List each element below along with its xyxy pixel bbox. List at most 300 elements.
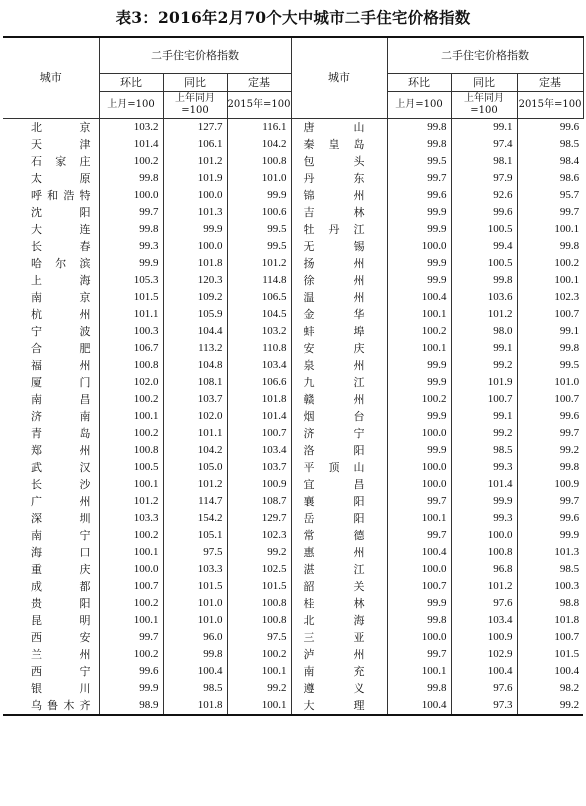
fixed-base-value: 103.7 xyxy=(227,459,291,476)
fixed-base-value: 99.2 xyxy=(517,442,583,459)
table-row xyxy=(3,306,583,323)
table-row xyxy=(3,357,583,374)
yoy-value: 103.6 xyxy=(451,289,517,306)
mom-value: 100.5 xyxy=(99,459,163,476)
mom-value: 100.0 xyxy=(387,629,451,646)
yoy-value: 99.2 xyxy=(451,357,517,374)
table-body xyxy=(3,118,583,715)
yoy-value: 103.3 xyxy=(163,561,227,578)
city-name: 重庆 xyxy=(31,562,91,576)
city-name: 南宁 xyxy=(31,528,91,542)
yoy-value: 104.4 xyxy=(163,323,227,340)
city-name: 烟台 xyxy=(291,408,387,425)
mom-value: 100.1 xyxy=(99,408,163,425)
mom-value: 100.1 xyxy=(387,306,451,323)
city-name: 上海 xyxy=(31,273,91,287)
mom-value: 100.2 xyxy=(387,391,451,408)
city-name: 蚌埠 xyxy=(291,323,387,340)
yoy-value: 100.9 xyxy=(451,629,517,646)
mom-value: 99.6 xyxy=(387,187,451,204)
table-row xyxy=(3,493,583,510)
yoy-value: 101.2 xyxy=(451,306,517,323)
yoy-value: 102.0 xyxy=(163,408,227,425)
fixed-base-value: 100.4 xyxy=(517,663,583,680)
yoy-value: 99.4 xyxy=(451,238,517,255)
fixed-base-value: 98.5 xyxy=(517,136,583,153)
table-row xyxy=(3,340,583,357)
fixed-base-value: 101.8 xyxy=(227,391,291,408)
yoy-value: 99.2 xyxy=(451,425,517,442)
mom-value: 100.1 xyxy=(387,663,451,680)
fixed-base-value: 103.4 xyxy=(227,357,291,374)
city-name: 沈阳 xyxy=(31,205,91,219)
table-row xyxy=(3,527,583,544)
fixed-base-value: 100.7 xyxy=(517,629,583,646)
mom-value: 100.4 xyxy=(387,697,451,715)
fixed-base-label: 2015年=100 xyxy=(227,91,291,118)
city-name: 郑州 xyxy=(31,443,91,457)
fixed-base-value: 99.1 xyxy=(517,323,583,340)
yoy-value: 100.5 xyxy=(451,221,517,238)
fixed-base-value: 101.2 xyxy=(227,255,291,272)
table-row xyxy=(3,442,583,459)
city-name: 银川 xyxy=(31,681,91,695)
yoy-value: 99.8 xyxy=(451,272,517,289)
city-name: 长沙 xyxy=(31,477,91,491)
yoy-value: 106.1 xyxy=(163,136,227,153)
mom-value: 103.2 xyxy=(99,118,163,136)
yoy-value: 105.1 xyxy=(163,527,227,544)
fixed-base-value: 101.4 xyxy=(227,408,291,425)
fixed-base-value: 99.2 xyxy=(517,697,583,715)
city-name: 三亚 xyxy=(291,629,387,646)
city-name: 大连 xyxy=(31,222,91,236)
yoy-value: 100.4 xyxy=(163,663,227,680)
table-row xyxy=(3,510,583,527)
yoy-value: 104.8 xyxy=(163,357,227,374)
mom-value: 99.7 xyxy=(387,493,451,510)
yoy-value: 101.8 xyxy=(163,697,227,715)
mom-value: 99.9 xyxy=(387,595,451,612)
yoy-value: 101.4 xyxy=(451,476,517,493)
yoy-value: 97.4 xyxy=(451,136,517,153)
mom-value: 101.1 xyxy=(99,306,163,323)
yoy-value: 99.9 xyxy=(163,221,227,238)
yoy-base-label: 上年同月=100 xyxy=(451,91,517,118)
yoy-value: 154.2 xyxy=(163,510,227,527)
yoy-value: 98.0 xyxy=(451,323,517,340)
mom-value: 100.2 xyxy=(99,153,163,170)
index-group-header: 二手住宅价格指数 xyxy=(387,37,583,73)
mom-value: 100.4 xyxy=(387,544,451,561)
fixed-base-value: 103.2 xyxy=(227,323,291,340)
mom-value: 99.8 xyxy=(387,118,451,136)
table-row xyxy=(3,204,583,221)
yoy-value: 100.0 xyxy=(163,238,227,255)
mom-value: 99.9 xyxy=(387,408,451,425)
fixed-base-value: 98.4 xyxy=(517,153,583,170)
fixed-base-value: 101.5 xyxy=(227,578,291,595)
yoy-value: 100.8 xyxy=(451,544,517,561)
city-name: 湛江 xyxy=(291,561,387,578)
fixed-base-value: 100.7 xyxy=(517,306,583,323)
fixed-base-value: 101.8 xyxy=(517,612,583,629)
yoy-value: 101.9 xyxy=(163,170,227,187)
mom-value: 99.9 xyxy=(387,272,451,289)
fixed-base-value: 95.7 xyxy=(517,187,583,204)
fixed-base-value: 99.6 xyxy=(517,510,583,527)
city-name: 贵阳 xyxy=(31,596,91,610)
fixed-base-value: 100.9 xyxy=(517,476,583,493)
fixed-base-value: 100.8 xyxy=(227,595,291,612)
mom-value: 99.8 xyxy=(99,221,163,238)
mom-value: 101.2 xyxy=(99,493,163,510)
fixed-base-value: 99.6 xyxy=(517,118,583,136)
fixed-base-value: 98.6 xyxy=(517,170,583,187)
table-row xyxy=(3,425,583,442)
yoy-value: 101.0 xyxy=(163,595,227,612)
table-row xyxy=(3,136,583,153)
mom-header: 环比 xyxy=(387,73,451,91)
city-name: 韶关 xyxy=(291,578,387,595)
city-name: 平顶山 xyxy=(291,459,387,476)
fixed-base-value: 100.9 xyxy=(227,476,291,493)
yoy-value: 99.1 xyxy=(451,340,517,357)
mom-header: 环比 xyxy=(99,73,163,91)
fixed-base-value: 106.5 xyxy=(227,289,291,306)
city-name: 武汉 xyxy=(31,460,91,474)
mom-value: 100.1 xyxy=(99,544,163,561)
city-name: 广州 xyxy=(31,494,91,508)
fixed-base-value: 99.5 xyxy=(227,238,291,255)
mom-value: 99.5 xyxy=(387,153,451,170)
yoy-header: 同比 xyxy=(451,73,517,91)
mom-value: 100.2 xyxy=(387,323,451,340)
city-name: 金华 xyxy=(291,306,387,323)
city-name: 大理 xyxy=(291,697,387,715)
mom-value: 100.8 xyxy=(99,357,163,374)
fixed-base-value: 98.2 xyxy=(517,680,583,697)
yoy-value: 101.2 xyxy=(163,153,227,170)
fixed-base-value: 99.8 xyxy=(517,340,583,357)
city-name: 北京 xyxy=(31,120,91,134)
fixed-base-value: 100.7 xyxy=(227,425,291,442)
yoy-value: 105.0 xyxy=(163,459,227,476)
mom-value: 99.8 xyxy=(99,170,163,187)
mom-value: 100.0 xyxy=(99,561,163,578)
yoy-value: 97.3 xyxy=(451,697,517,715)
city-name: 成都 xyxy=(31,579,91,593)
mom-value: 100.0 xyxy=(387,425,451,442)
fixed-base-value: 100.1 xyxy=(517,272,583,289)
fixed-base-value: 100.3 xyxy=(517,578,583,595)
fixed-base-value: 98.5 xyxy=(517,561,583,578)
city-name: 西安 xyxy=(31,630,91,644)
fixed-base-value: 102.3 xyxy=(517,289,583,306)
fixed-base-value: 99.8 xyxy=(517,238,583,255)
mom-base-label: 上月=100 xyxy=(99,91,163,118)
table-row xyxy=(3,459,583,476)
mom-value: 99.8 xyxy=(387,680,451,697)
city-name: 唐山 xyxy=(291,118,387,136)
fixed-base-value: 129.7 xyxy=(227,510,291,527)
city-name: 丹东 xyxy=(291,170,387,187)
yoy-value: 101.9 xyxy=(451,374,517,391)
mom-value: 99.3 xyxy=(99,238,163,255)
yoy-value: 99.3 xyxy=(451,459,517,476)
yoy-value: 101.8 xyxy=(163,255,227,272)
city-name: 南充 xyxy=(291,663,387,680)
yoy-value: 102.9 xyxy=(451,646,517,663)
fixed-base-value: 99.2 xyxy=(227,544,291,561)
yoy-value: 99.1 xyxy=(451,408,517,425)
mom-value: 100.0 xyxy=(387,459,451,476)
yoy-value: 127.7 xyxy=(163,118,227,136)
yoy-value: 101.2 xyxy=(163,476,227,493)
city-name: 福州 xyxy=(31,358,91,372)
yoy-value: 96.0 xyxy=(163,629,227,646)
fixed-base-value: 99.2 xyxy=(227,680,291,697)
fixed-base-value: 99.7 xyxy=(517,204,583,221)
yoy-value: 109.2 xyxy=(163,289,227,306)
yoy-value: 101.0 xyxy=(163,612,227,629)
mom-value: 99.9 xyxy=(387,442,451,459)
yoy-value: 100.0 xyxy=(163,187,227,204)
city-name: 乌鲁木齐 xyxy=(3,697,99,715)
mom-value: 99.8 xyxy=(387,136,451,153)
fixed-base-value: 104.2 xyxy=(227,136,291,153)
mom-value: 99.9 xyxy=(387,255,451,272)
mom-value: 106.7 xyxy=(99,340,163,357)
city-name: 南昌 xyxy=(31,392,91,406)
yoy-value: 113.2 xyxy=(163,340,227,357)
city-name: 合肥 xyxy=(31,341,91,355)
table-row xyxy=(3,118,583,136)
mom-value: 98.9 xyxy=(99,697,163,715)
table-row xyxy=(3,629,583,646)
yoy-header: 同比 xyxy=(163,73,227,91)
mom-value: 100.2 xyxy=(99,391,163,408)
city-name: 宁波 xyxy=(31,324,91,338)
mom-value: 100.0 xyxy=(387,238,451,255)
table-row xyxy=(3,391,583,408)
table-title: 表3：2016年2月70个大中城市二手住宅价格指数 xyxy=(115,8,471,27)
index-group-header: 二手住宅价格指数 xyxy=(99,37,291,73)
table-row xyxy=(3,476,583,493)
table-row xyxy=(3,612,583,629)
city-name: 无锡 xyxy=(291,238,387,255)
table-row xyxy=(3,170,583,187)
city-name: 济南 xyxy=(31,409,91,423)
table-row xyxy=(3,238,583,255)
fixed-base-value: 100.1 xyxy=(227,697,291,715)
city-name: 洛阳 xyxy=(291,442,387,459)
city-name: 泉州 xyxy=(291,357,387,374)
mom-value: 100.7 xyxy=(99,578,163,595)
city-column-header: 城市 xyxy=(291,37,387,118)
city-name: 昆明 xyxy=(31,613,91,627)
mom-value: 100.7 xyxy=(387,578,451,595)
mom-value: 102.0 xyxy=(99,374,163,391)
table-row xyxy=(3,374,583,391)
city-name: 温州 xyxy=(291,289,387,306)
yoy-value: 92.6 xyxy=(451,187,517,204)
city-name: 徐州 xyxy=(291,272,387,289)
fixed-base-value: 100.2 xyxy=(517,255,583,272)
fixed-base-label: 2015年=100 xyxy=(517,91,583,118)
mom-value: 100.3 xyxy=(99,323,163,340)
table-row xyxy=(3,408,583,425)
city-name: 赣州 xyxy=(291,391,387,408)
mom-value: 103.3 xyxy=(99,510,163,527)
yoy-value: 100.5 xyxy=(451,255,517,272)
mom-value: 100.1 xyxy=(387,340,451,357)
table-row xyxy=(3,544,583,561)
city-name: 太原 xyxy=(31,171,91,185)
table-row xyxy=(3,272,583,289)
city-name: 扬州 xyxy=(291,255,387,272)
table-row xyxy=(3,323,583,340)
city-name: 惠州 xyxy=(291,544,387,561)
city-name: 桂林 xyxy=(291,595,387,612)
yoy-value: 103.7 xyxy=(163,391,227,408)
mom-value: 99.9 xyxy=(387,204,451,221)
mom-value: 99.7 xyxy=(387,170,451,187)
table-row xyxy=(3,663,583,680)
city-name: 岳阳 xyxy=(291,510,387,527)
fixed-base-value: 100.6 xyxy=(227,204,291,221)
yoy-value: 101.2 xyxy=(451,578,517,595)
fixed-base-value: 99.6 xyxy=(517,408,583,425)
mom-value: 100.0 xyxy=(387,561,451,578)
price-index-table xyxy=(3,36,584,716)
yoy-value: 98.5 xyxy=(163,680,227,697)
mom-value: 100.2 xyxy=(99,425,163,442)
mom-value: 100.0 xyxy=(387,476,451,493)
fixed-base-value: 99.8 xyxy=(517,459,583,476)
fixed-base-value: 101.0 xyxy=(517,374,583,391)
yoy-value: 104.2 xyxy=(163,442,227,459)
city-name: 襄阳 xyxy=(291,493,387,510)
mom-value: 101.5 xyxy=(99,289,163,306)
mom-value: 101.4 xyxy=(99,136,163,153)
yoy-value: 99.9 xyxy=(451,493,517,510)
yoy-value: 101.5 xyxy=(163,578,227,595)
mom-value: 100.1 xyxy=(99,612,163,629)
fixed-base-value: 101.3 xyxy=(517,544,583,561)
mom-value: 100.4 xyxy=(387,289,451,306)
city-name: 泸州 xyxy=(291,646,387,663)
mom-value: 100.2 xyxy=(99,527,163,544)
fixed-base-value: 101.5 xyxy=(517,646,583,663)
yoy-value: 97.6 xyxy=(451,680,517,697)
mom-value: 100.1 xyxy=(99,476,163,493)
yoy-value: 99.3 xyxy=(451,510,517,527)
fixed-base-value: 100.2 xyxy=(227,646,291,663)
fixed-base-value: 99.5 xyxy=(227,221,291,238)
table-row xyxy=(3,646,583,663)
city-name: 吉林 xyxy=(291,204,387,221)
city-name: 九江 xyxy=(291,374,387,391)
fixed-base-value: 102.5 xyxy=(227,561,291,578)
fixed-base-value: 100.7 xyxy=(517,391,583,408)
yoy-value: 98.1 xyxy=(451,153,517,170)
fixed-base-value: 98.8 xyxy=(517,595,583,612)
yoy-value: 100.0 xyxy=(451,527,517,544)
fixed-base-value: 99.7 xyxy=(517,493,583,510)
fixed-base-value: 108.7 xyxy=(227,493,291,510)
yoy-value: 101.3 xyxy=(163,204,227,221)
fixed-base-value: 99.9 xyxy=(517,527,583,544)
fixed-base-header: 定基 xyxy=(227,73,291,91)
mom-base-label: 上月=100 xyxy=(387,91,451,118)
city-name: 常德 xyxy=(291,527,387,544)
city-name: 牡丹江 xyxy=(291,221,387,238)
fixed-base-value: 110.8 xyxy=(227,340,291,357)
mom-value: 99.9 xyxy=(387,221,451,238)
city-name: 秦皇岛 xyxy=(291,136,387,153)
city-name: 深圳 xyxy=(31,511,91,525)
fixed-base-value: 100.1 xyxy=(517,221,583,238)
table-row xyxy=(3,153,583,170)
mom-value: 99.9 xyxy=(387,357,451,374)
fixed-base-value: 99.7 xyxy=(517,425,583,442)
mom-value: 99.9 xyxy=(387,374,451,391)
yoy-value: 100.7 xyxy=(451,391,517,408)
fixed-base-value: 99.9 xyxy=(227,187,291,204)
mom-value: 105.3 xyxy=(99,272,163,289)
fixed-base-value: 100.1 xyxy=(227,663,291,680)
yoy-base-label: 上年同月=100 xyxy=(163,91,227,118)
fixed-base-value: 101.0 xyxy=(227,170,291,187)
table-row xyxy=(3,680,583,697)
city-name: 兰州 xyxy=(31,647,91,661)
mom-value: 100.0 xyxy=(99,187,163,204)
table-row xyxy=(3,697,583,715)
yoy-value: 105.9 xyxy=(163,306,227,323)
table-row xyxy=(3,595,583,612)
mom-value: 99.8 xyxy=(387,612,451,629)
yoy-value: 96.8 xyxy=(451,561,517,578)
mom-value: 99.9 xyxy=(99,680,163,697)
city-name: 呼和浩特 xyxy=(31,188,91,202)
yoy-value: 103.4 xyxy=(451,612,517,629)
yoy-value: 97.6 xyxy=(451,595,517,612)
city-name: 宜昌 xyxy=(291,476,387,493)
yoy-value: 97.5 xyxy=(163,544,227,561)
city-name: 天津 xyxy=(31,137,91,151)
city-name: 杭州 xyxy=(31,307,91,321)
table-row xyxy=(3,289,583,306)
city-name: 南京 xyxy=(31,290,91,304)
city-name: 青岛 xyxy=(31,426,91,440)
table-row xyxy=(3,578,583,595)
city-column-header: 城市 xyxy=(3,37,99,118)
yoy-value: 101.1 xyxy=(163,425,227,442)
yoy-value: 99.8 xyxy=(163,646,227,663)
fixed-base-value: 100.8 xyxy=(227,612,291,629)
fixed-base-value: 116.1 xyxy=(227,118,291,136)
mom-value: 99.7 xyxy=(99,204,163,221)
city-name: 遵义 xyxy=(291,680,387,697)
mom-value: 99.7 xyxy=(387,527,451,544)
yoy-value: 97.9 xyxy=(451,170,517,187)
yoy-value: 114.7 xyxy=(163,493,227,510)
yoy-value: 99.6 xyxy=(451,204,517,221)
city-name: 石家庄 xyxy=(31,154,91,168)
mom-value: 99.9 xyxy=(99,255,163,272)
city-name: 包头 xyxy=(291,153,387,170)
